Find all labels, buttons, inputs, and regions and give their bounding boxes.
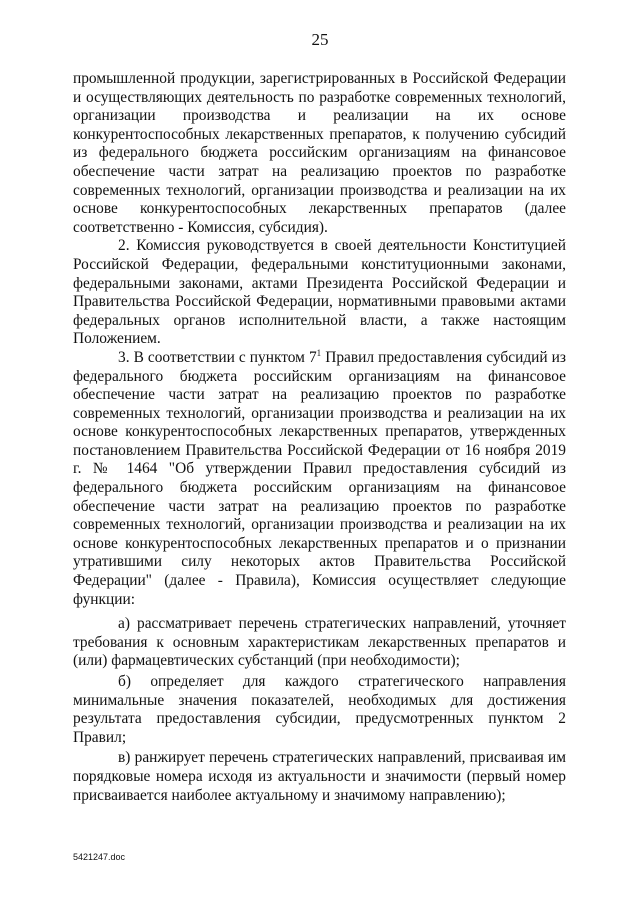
footer-filename: 5421247.doc [73, 852, 126, 862]
paragraph-3-rest: Правил предоставления субсидий из федерального бюджета российским организациям на финансовое обеспечение части затрат на реализацию проектов по разработке современных технологий, организации производства и реализации на их основе конкурентоспособных лекарственных препаратов, утвержденных постановлением Правительства Российской Федерации от 16 ноября 2019 г. № 1464 "Об утверждении Правил предоставления субсидий из федерального бюджета российским организациям на финансовое обеспечение части затрат на реализацию проектов по разработке современных технологий, организации производства и реализации на их основе конкурентоспособных лекарственных препаратов и о признании утратившими силу некоторых актов Правительства Российской Федерации" (далее - Правила), Комиссия осуществляет следующие функции: [73, 348, 566, 608]
page-number: 25 [311, 30, 329, 49]
paragraph-2: 2. Комиссия руководствуется в своей деятельности Конституцией Российской Федерации, федеральными конституционными законами, федеральными законами, актами Президента Российской Федерации и Правительства Российской Федерации, нормативными правовыми актами федеральных органов исполнительной власти, а также настоящим Положением. [73, 237, 566, 348]
list-item-c: в) ранжирует перечень стратегических направлений, присваивая им порядковые номера исходя из актуальности и значимости (первый номер присваивается наиболее актуальному и значимому направлению); [73, 749, 566, 804]
paragraph-continuation: промышленной продукции, зарегистрированных в Российской Федерации и осуществляющих деятельность по разработке современных технологий, организации производства и реализации на их основе конкурентоспособных лекарственных препаратов, к получению субсидий из федерального бюджета российским организациям на финансовое обеспечение части затрат на реализацию проектов по разработке современных технологий, организации производства и реализации на их основе конкурентоспособных лекарственных препаратов (далее соответственно - Комиссия, субсидия). [73, 70, 566, 236]
document-body [73, 70, 566, 805]
paragraph-3-start: 3. В соответствии с пунктом 7 [118, 348, 317, 366]
list-item-a: а) рассматривает перечень стратегических направлений, уточняет требования к основным характеристикам лекарственных препаратов и (или) фармацевтических субстанций (при необходимости); [73, 615, 566, 670]
list-item-b: б) определяет для каждого стратегического направления минимальные значения показателей, необходимых для достижения результата предоставления субсидии, предусмотренных пунктом 2 Правил; [73, 673, 566, 746]
paragraph-3-superscript: 1 [316, 347, 322, 358]
paragraph-3 [73, 349, 566, 609]
